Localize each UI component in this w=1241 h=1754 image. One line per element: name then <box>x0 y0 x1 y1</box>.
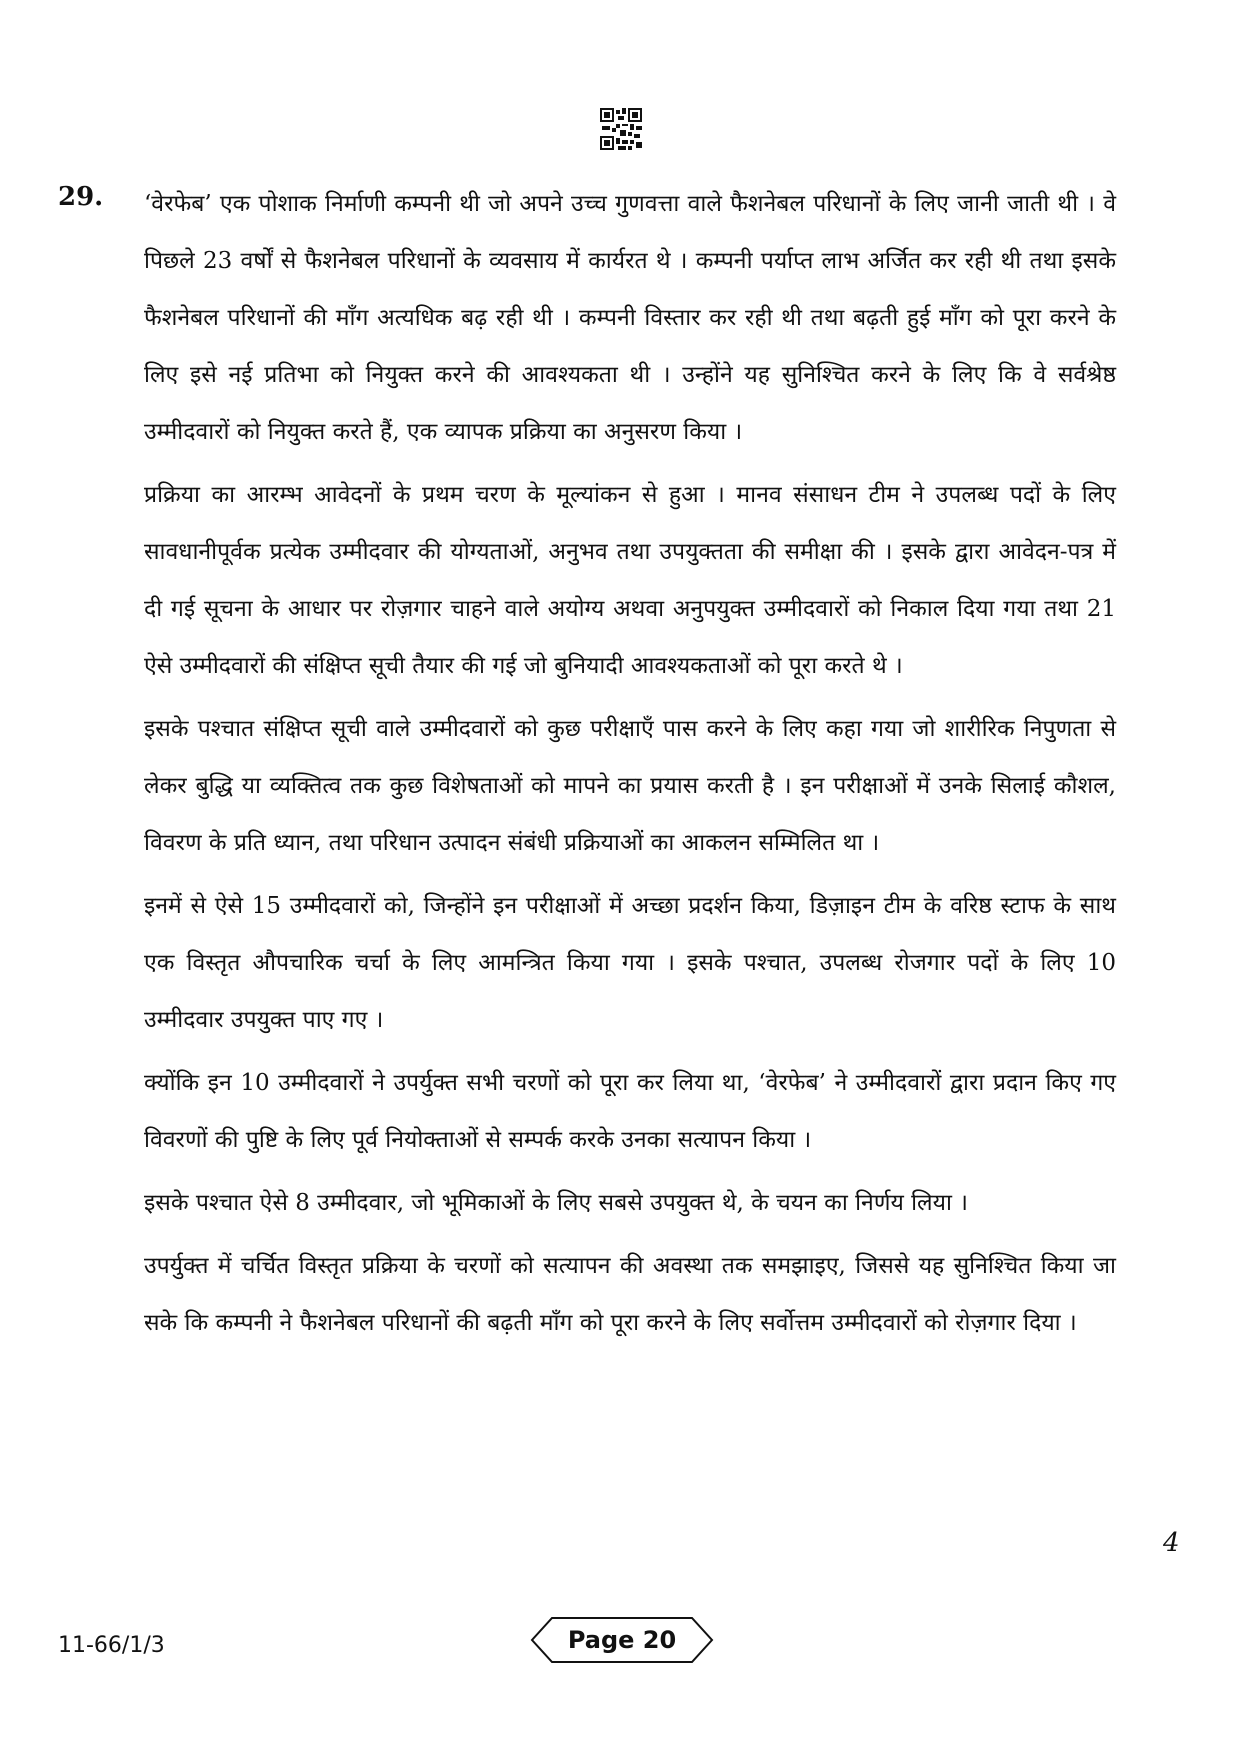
paragraph-intro: ‘वेरफेब’ एक पोशाक निर्माणी कम्पनी थी जो अपने उच्च गुणवत्ता वाले फैशनेबल परिधानों के लिए जानी जाती थी । वे पिछले 23 वर्षों से फैशनेबल परिधानों के व्यवसाय में कार्यरत थे । कम्पनी पर्याप्त लाभ अर्जित कर रही थी तथा इसके फैशनेबल परिधानों की माँग अत्यधिक बढ़ रही थी । कम्पनी विस्तार कर रही थी तथा बढ़ती हुई माँग को पूरा करने के लिए इसे नई प्रतिभा को नियुक्त करने की आवश्यकता थी । उन्होंने यह सुनिश्चित करने के लिए कि वे सर्वश्रेष्ठ उम्मीदवारों को नियुक्त करते हैं, एक व्यापक प्रक्रिया का अनुसरण किया । <box>144 191 1116 445</box>
question-text <box>144 176 1116 1358</box>
question-number: 29. <box>58 182 104 212</box>
paragraph-question: उपर्युक्त में चर्चित विस्तृत प्रक्रिया के चरणों को सत्यापन की अवस्था तक समझाइए, जिससे यह सुनिश्चित किया जा सके कि कम्पनी ने फैशनेबल परिधानों की बढ़ती माँग को पूरा करने के लिए सर्वोत्तम उम्मीदवारों को रोज़गार दिया । <box>144 1253 1116 1336</box>
paragraph-selection: इसके पश्चात ऐसे 8 उम्मीदवार, जो भूमिकाओं के लिए सबसे उपयुक्त थे, के चयन का निर्णय लिया । <box>144 1190 968 1216</box>
paragraph-interview: इनमें से ऐसे 15 उम्मीदवारों को, जिन्होंने इन परीक्षाओं में अच्छा प्रदर्शन किया, डिज़ाइन टीम के वरिष्ठ स्टाफ के साथ एक विस्तृत औपचारिक चर्चा के लिए आमन्त्रित किया गया । इसके पश्चात, उपलब्ध रोजगार पदों के लिए 10 उम्मीदवार उपयुक्त पाए गए । <box>144 893 1116 1033</box>
page-label: Page 20 <box>567 1626 677 1654</box>
page-number-badge <box>530 1616 714 1664</box>
qr-code-icon <box>600 108 642 150</box>
paragraph-verification: क्योंकि इन 10 उम्मीदवारों ने उपर्युक्त सभी चरणों को पूरा कर लिया था, ‘वेरफेब’ ने उम्मीदवारों द्वारा प्रदान किए गए विवरणों की पुष्टि के लिए पूर्व नियोक्ताओं से सम्पर्क करके उनका सत्यापन किया । <box>144 1070 1116 1153</box>
paragraph-tests: इसके पश्चात संक्षिप्त सूची वाले उम्मीदवारों को कुछ परीक्षाएँ पास करने के लिए कहा गया जो शारीरिक निपुणता से लेकर बुद्धि या व्यक्तित्व तक कुछ विशेषताओं को मापने का प्रयास करती है । इन परीक्षाओं में उनके सिलाई कौशल, विवरण के प्रति ध्यान, तथा परिधान उत्पादन संबंधी प्रक्रियाओं का आकलन सम्मिलित था । <box>144 716 1116 856</box>
paper-code: 11-66/1/3 <box>58 1633 165 1658</box>
marks-label: 4 <box>1163 1528 1180 1558</box>
paragraph-screening: प्रक्रिया का आरम्भ आवेदनों के प्रथम चरण के मूल्यांकन से हुआ । मानव संसाधन टीम ने उपलब्ध पदों के लिए सावधानीपूर्वक प्रत्येक उम्मीदवार की योग्यताओं, अनुभव तथा उपयुक्तता की समीक्षा की । इसके द्वारा आवेदन-पत्र में दी गई सूचना के आधार पर रोज़गार चाहने वाले अयोग्य अथवा अनुपयुक्त उम्मीदवारों को निकाल दिया गया तथा 21 ऐसे उम्मीदवारों की संक्षिप्त सूची तैयार की गई जो बुनियादी आवश्यकताओं को पूरा करते थे । <box>144 482 1116 679</box>
